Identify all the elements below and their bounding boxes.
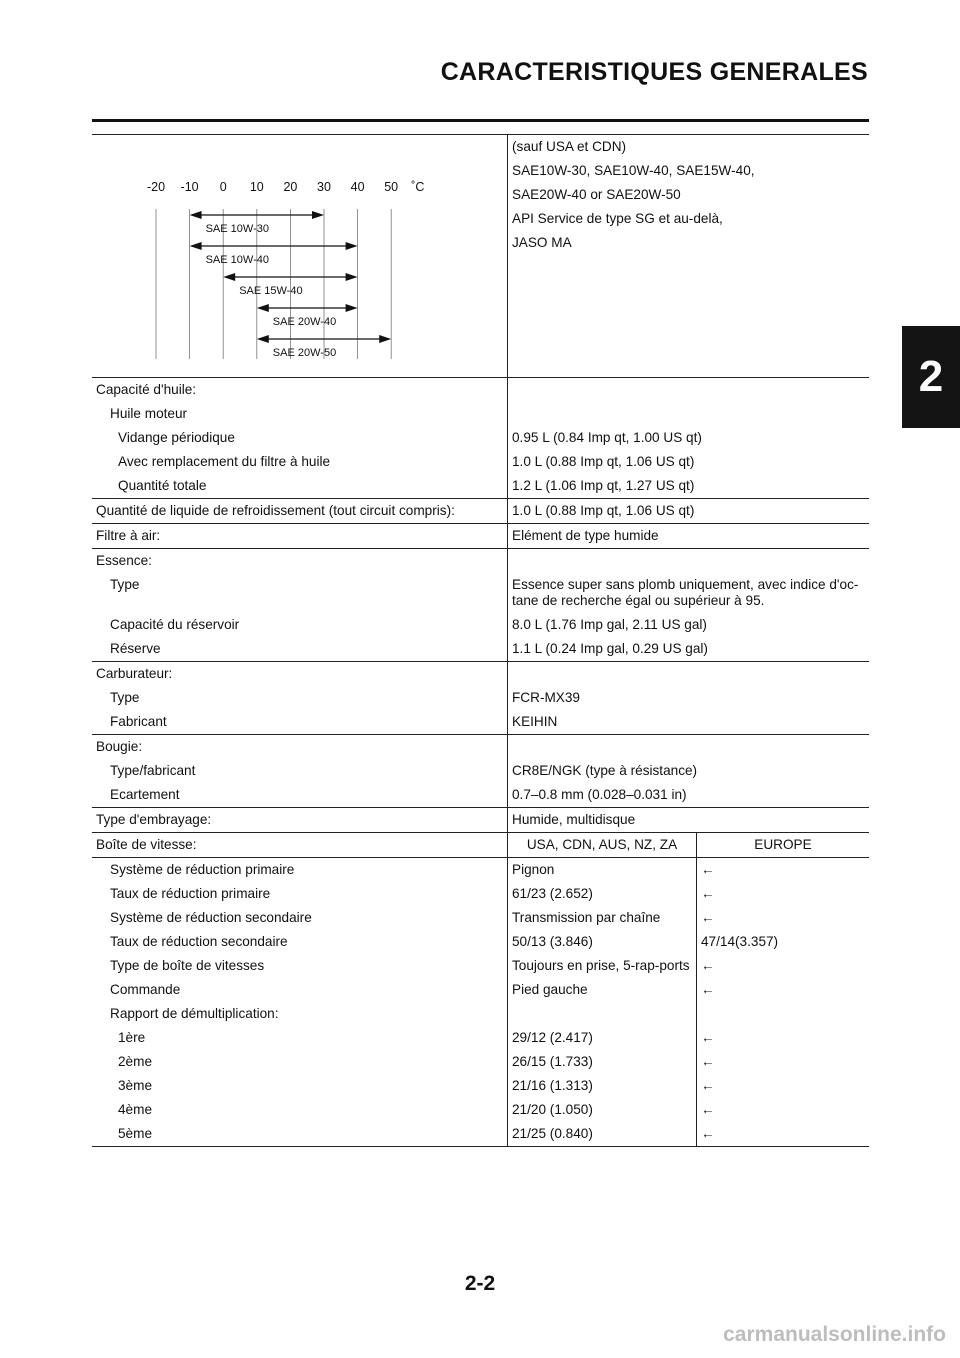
oil-viscosity-diagram <box>132 171 432 371</box>
fuel-tank-label: Capacité du réservoir <box>92 613 508 637</box>
temperature-tick-label: -10 <box>180 180 199 194</box>
page-title: CARACTERISTIQUES GENERALES <box>440 58 868 86</box>
oil-heading: Capacité d'huile: <box>92 378 508 403</box>
gearbox-row-label: Taux de réduction secondaire <box>92 930 508 954</box>
ratio-label: 3ème <box>92 1074 508 1098</box>
gearbox-row <box>92 954 869 978</box>
temperature-tick-label: 10 <box>249 180 264 194</box>
gearbox-row-value-b: ← <box>701 910 715 925</box>
page-number: 2-2 <box>464 1272 496 1295</box>
gearbox-row-value-b: ← <box>701 982 715 997</box>
fuel-type-value: Essence super sans plomb uniquement, avec indice d'oc-tane de recherche égal ou supérieur à 95. <box>512 577 859 608</box>
gearbox-row-value-a: Toujours en prise, 5-rap-ports <box>508 954 697 978</box>
ratio-label: 5ème <box>92 1122 508 1147</box>
ratio-row <box>92 1050 869 1074</box>
carburetor-maker-label: Fabricant <box>92 710 508 735</box>
gearbox-row-label: Type de boîte de vitesses <box>92 954 508 978</box>
oil-total-row <box>92 474 869 499</box>
ratio-value-b: ← <box>701 1054 715 1069</box>
ratio-value-b: ← <box>701 1102 715 1117</box>
gearbox-row-value-a: Transmission par chaîne <box>508 906 697 930</box>
spark-plug-heading: Bougie: <box>92 735 508 760</box>
engine-oil-heading: Huile moteur <box>92 402 508 426</box>
fuel-type-row <box>92 573 869 613</box>
grade-arrow-right <box>346 273 358 281</box>
grade-label: SAE 20W-50 <box>272 347 337 359</box>
watermark: carmanualsonline.info <box>723 1323 946 1346</box>
ratio-row <box>92 1074 869 1098</box>
temperature-unit-label: ˚C <box>411 180 425 194</box>
oil-heading-row <box>92 378 869 403</box>
gearbox-col-b-header: EUROPE <box>697 833 870 858</box>
engine-oil-row <box>92 402 869 426</box>
spark-plug-gap-label: Ecartement <box>92 783 508 808</box>
oil-info-line: SAE10W-30, SAE10W-40, SAE15W-40, <box>512 163 755 178</box>
ratio-label: 2ème <box>92 1050 508 1074</box>
fuel-reserve-row <box>92 637 869 662</box>
gearbox-row-value-b: ← <box>701 886 715 901</box>
grade-label: SAE 20W-40 <box>272 316 337 328</box>
chapter-tab: 2 <box>902 326 960 428</box>
carburetor-type-label: Type <box>92 686 508 710</box>
grade-arrow-left <box>257 335 269 343</box>
ratio-value-a: 21/16 (1.313) <box>508 1074 697 1098</box>
ratio-row <box>92 1098 869 1122</box>
fuel-type-label: Type <box>92 573 508 613</box>
clutch-row <box>92 808 869 833</box>
air-filter-label: Filtre à air: <box>92 524 508 549</box>
temperature-tick-label: 0 <box>219 180 227 194</box>
ratio-heading: Rapport de démultiplication: <box>92 1002 508 1026</box>
gearbox-row-value-b: 47/14(3.357) <box>701 934 779 949</box>
gearbox-row <box>92 978 869 1002</box>
fuel-reserve-value: 1.1 L (0.24 Imp gal, 0.29 US gal) <box>512 641 708 656</box>
clutch-value: Humide, multidisque <box>508 808 870 833</box>
grade-arrow-right <box>346 242 358 250</box>
oil-filter-row <box>92 450 869 474</box>
ratio-value-a: 21/25 (0.840) <box>508 1122 697 1147</box>
gearbox-heading-row <box>92 833 869 858</box>
gearbox-heading: Boîte de vitesse: <box>92 833 508 858</box>
grade-arrow-left <box>257 304 269 312</box>
grade-label: SAE 15W-40 <box>239 285 303 297</box>
fuel-reserve-label: Réserve <box>92 637 508 662</box>
coolant-label: Quantité de liquide de refroidissement (tout circuit compris): <box>92 499 508 524</box>
gearbox-row-value-a: 50/13 (3.846) <box>508 930 697 954</box>
oil-filter-value: 1.0 L (0.88 Imp qt, 1.06 US qt) <box>512 454 695 469</box>
oil-total-label: Quantité totale <box>92 474 508 499</box>
carburetor-maker-row <box>92 710 869 735</box>
grade-arrow-right <box>312 211 324 219</box>
oil-chart-info <box>508 135 870 378</box>
ratio-value-a: 26/15 (1.733) <box>508 1050 697 1074</box>
coolant-value: 1.0 L (0.88 Imp qt, 1.06 US qt) <box>508 499 870 524</box>
gearbox-row-label: Système de réduction primaire <box>92 858 508 883</box>
spec-table <box>92 134 869 1147</box>
oil-info-line: JASO MA <box>512 235 572 250</box>
oil-chart-cell <box>92 135 508 378</box>
gearbox-row-value-a: Pied gauche <box>508 978 697 1002</box>
oil-periodic-label: Vidange périodique <box>92 426 508 450</box>
carburetor-type-row <box>92 686 869 710</box>
grade-arrow-left <box>223 273 235 281</box>
spark-plug-type-row <box>92 759 869 783</box>
ratio-value-b: ← <box>701 1030 715 1045</box>
grade-arrow-right <box>346 304 358 312</box>
fuel-heading-row <box>92 549 869 574</box>
spark-plug-heading-row <box>92 735 869 760</box>
gearbox-row-value-b: ← <box>697 858 870 883</box>
carburetor-heading-row <box>92 662 869 687</box>
ratio-row <box>92 1026 869 1050</box>
grade-label: SAE 10W-30 <box>205 223 269 235</box>
coolant-row <box>92 499 869 524</box>
spark-plug-type-label: Type/fabricant <box>92 759 508 783</box>
oil-info-line: API Service de type SG et au-delà, <box>512 211 723 226</box>
ratio-heading-row <box>92 1002 869 1026</box>
spark-plug-gap-row <box>92 783 869 808</box>
grade-arrow-left <box>190 242 202 250</box>
spark-plug-type-value: CR8E/NGK (type à résistance) <box>512 763 698 778</box>
gearbox-row-value-b: ← <box>701 958 715 973</box>
gearbox-row <box>92 906 869 930</box>
spark-plug-gap-value: 0.7–0.8 mm (0.028–0.031 in) <box>512 787 687 802</box>
ratio-value-a: 29/12 (2.417) <box>508 1026 697 1050</box>
header-rule <box>92 119 869 122</box>
grade-arrow-right <box>379 335 391 343</box>
fuel-tank-value: 8.0 L (1.76 Imp gal, 2.11 US gal) <box>512 617 707 632</box>
grade-label: SAE 10W-40 <box>205 254 269 266</box>
gearbox-col-a-header: USA, CDN, AUS, NZ, ZA <box>508 833 697 858</box>
fuel-tank-row <box>92 613 869 637</box>
gearbox-row-value-a: 61/23 (2.652) <box>508 882 697 906</box>
fuel-heading: Essence: <box>92 549 508 574</box>
oil-periodic-row <box>92 426 869 450</box>
gearbox-row-label: Taux de réduction primaire <box>92 882 508 906</box>
air-filter-row <box>92 524 869 549</box>
temperature-tick-label: -20 <box>146 180 166 194</box>
temperature-tick-label: 40 <box>350 180 365 194</box>
oil-total-value: 1.2 L (1.06 Imp qt, 1.27 US qt) <box>512 478 695 493</box>
ratio-label: 4ème <box>92 1098 508 1122</box>
gearbox-row <box>92 858 869 883</box>
oil-chart-row <box>92 135 869 378</box>
oil-filter-label: Avec remplacement du filtre à huile <box>92 450 508 474</box>
gearbox-row <box>92 882 869 906</box>
carburetor-heading: Carburateur: <box>92 662 508 687</box>
carburetor-type-value: FCR-MX39 <box>512 690 580 705</box>
gearbox-row <box>92 930 869 954</box>
ratio-value-a: 21/20 (1.050) <box>508 1098 697 1122</box>
oil-info-line: (sauf USA et CDN) <box>512 139 627 154</box>
oil-periodic-value: 0.95 L (0.84 Imp qt, 1.00 US qt) <box>512 430 702 445</box>
temperature-tick-label: 50 <box>384 180 399 194</box>
ratio-row <box>92 1122 869 1147</box>
carburetor-maker-value: KEIHIN <box>512 714 558 729</box>
gearbox-row-label: Commande <box>92 978 508 1002</box>
oil-info-line: SAE20W-40 or SAE20W-50 <box>512 187 681 202</box>
temperature-tick-label: 30 <box>317 180 331 194</box>
gearbox-row-value-a: Pignon <box>508 858 697 883</box>
ratio-label: 1ère <box>92 1026 508 1050</box>
temperature-tick-label: 20 <box>283 180 298 194</box>
air-filter-value: Elément de type humide <box>508 524 870 549</box>
clutch-label: Type d'embrayage: <box>92 808 508 833</box>
ratio-value-b: ← <box>701 1126 715 1141</box>
grade-arrow-left <box>190 211 202 219</box>
gearbox-row-label: Système de réduction secondaire <box>92 906 508 930</box>
ratio-value-b: ← <box>701 1078 715 1093</box>
